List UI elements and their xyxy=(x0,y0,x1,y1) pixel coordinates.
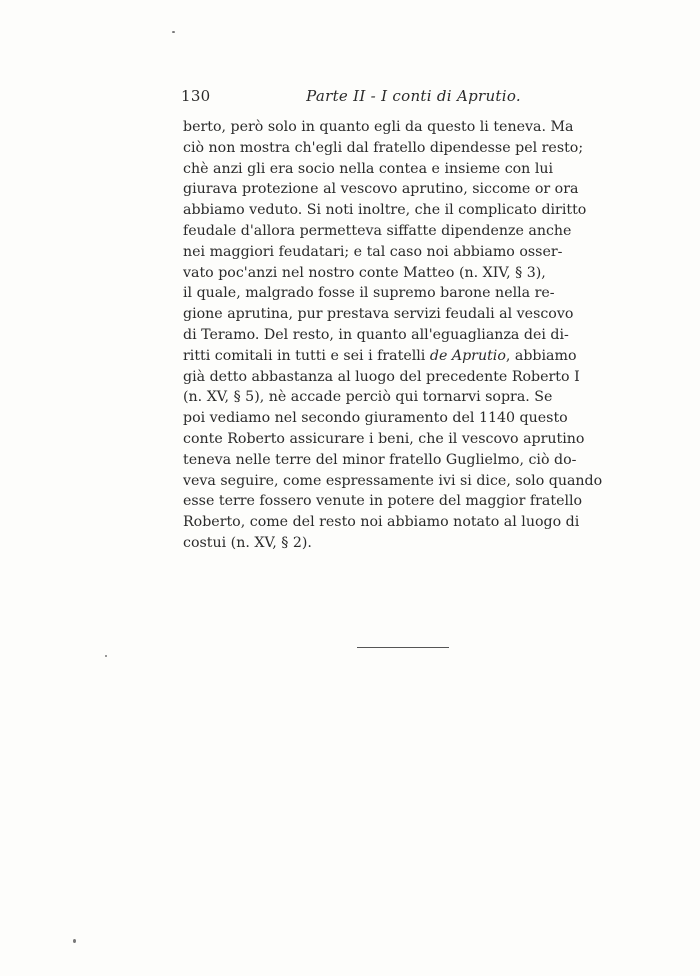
text-line: feudale d'allora permetteva siffatte dipendenze anche xyxy=(183,222,572,239)
text-line: esse terre fossero venute in potere del maggior fratello xyxy=(183,493,583,510)
text-line: gione aprutina, pur prestava servizi feudali al vescovo xyxy=(183,306,574,323)
text-line: ciò non mostra ch'egli dal fratello dipendesse pel resto; xyxy=(183,139,584,156)
text-line: (n. XV, § 5), nè accade perciò qui tornarvi sopra. Se xyxy=(183,389,553,406)
text-line: chè anzi gli era socio nella contea e insieme con lui xyxy=(183,160,554,177)
text-line: giurava protezione al vescovo aprutino, siccome or ora xyxy=(183,181,579,198)
body-text xyxy=(183,117,603,554)
text-line: teneva nelle terre del minor fratello Guglielmo, ciò do- xyxy=(183,451,577,468)
paper-speck xyxy=(73,939,76,943)
page-number: 130 xyxy=(181,87,211,105)
text-line: abbiamo veduto. Si noti inoltre, che il complicato diritto xyxy=(183,202,587,219)
text-line: ritti comitali in tutti e sei i fratelli de Aprutio, abbiamo xyxy=(183,347,577,364)
text-line: vato poc'anzi nel nostro conte Matteo (n. XIV, § 3), xyxy=(183,264,546,281)
text-line: già detto abbastanza al luogo del precedente Roberto I xyxy=(183,368,580,385)
paper-speck xyxy=(172,31,175,33)
text-line: nei maggiori feudatari; e tal caso noi abbiamo osser- xyxy=(183,243,563,260)
paper-speck xyxy=(105,655,107,657)
text-line: Roberto, come del resto noi abbiamo notato al luogo di xyxy=(183,514,580,531)
page-header xyxy=(181,87,521,109)
text-line: berto, però solo in quanto egli da questo li teneva. Ma xyxy=(183,119,574,135)
text-line: conte Roberto assicurare i beni, che il vescovo aprutino xyxy=(183,430,585,447)
section-divider xyxy=(357,647,449,648)
text-line: di Teramo. Del resto, in quanto all'eguaglianza dei di- xyxy=(183,326,569,343)
text-line: il quale, malgrado fosse il supremo barone nella re- xyxy=(183,285,555,302)
text-line: veva seguire, come espressamente ivi si dice, solo quando xyxy=(183,472,603,489)
text-line: poi vediamo nel secondo giuramento del 1140 questo xyxy=(183,410,568,427)
running-title: Parte II - I conti di Aprutio. xyxy=(306,87,521,105)
text-line: costui (n. XV, § 2). xyxy=(183,534,312,551)
